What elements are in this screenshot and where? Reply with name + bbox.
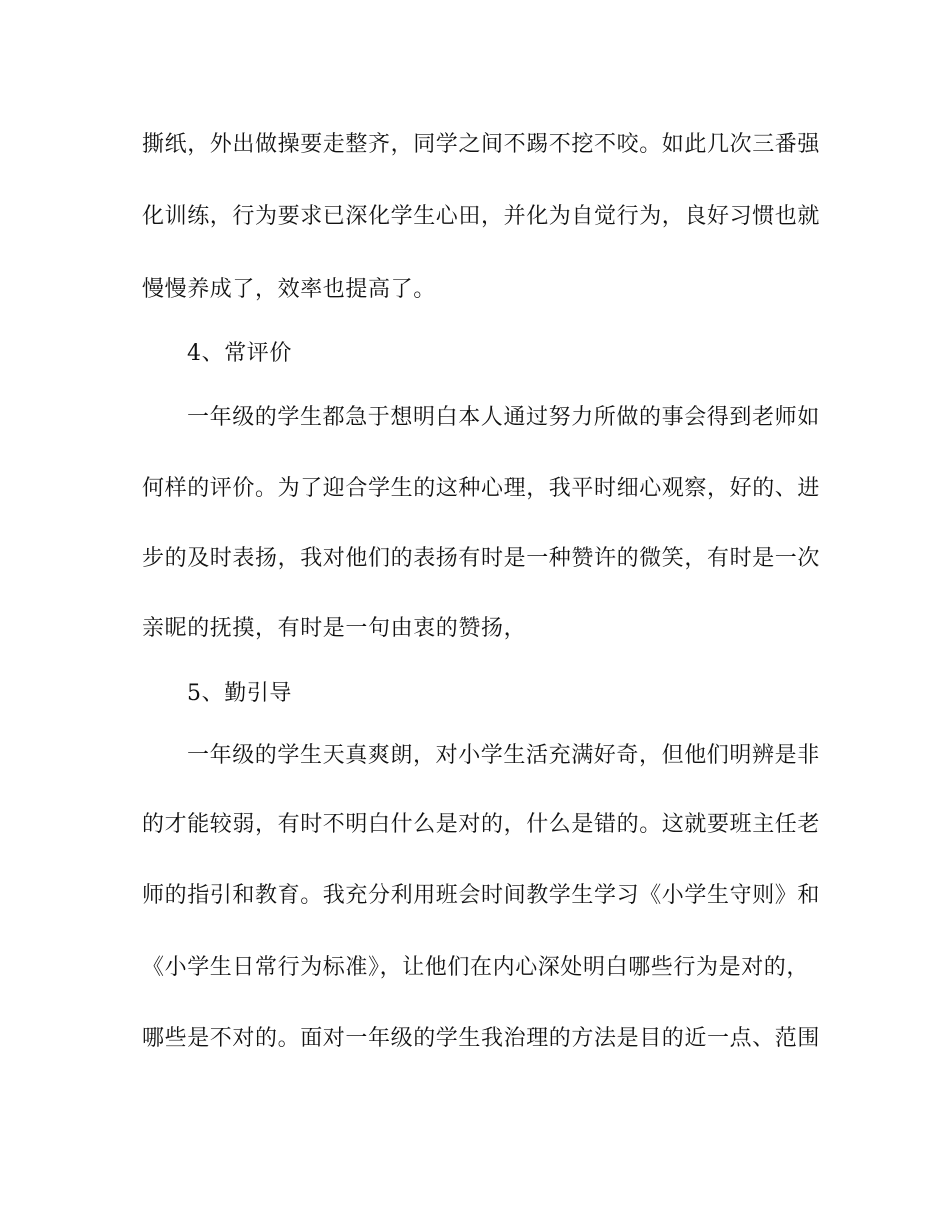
body-text-line: 一年级的学生都急于想明白本人通过努力所做的事会得到老师如 — [187, 405, 820, 430]
body-text-line: 师的指引和教育。我充分利用班会时间教学生学习《小学生守则》和 — [142, 883, 821, 908]
section-heading: 5、勤引导 — [187, 681, 292, 706]
body-text-line: 的才能较弱，有时不明白什么是对的，什么是错的。这就要班主任老 — [142, 812, 821, 837]
body-text-line: 何样的评价。为了迎合学生的这种心理，我平时细心观察，好的、进 — [142, 476, 821, 501]
section-heading: 4、常评价 — [187, 341, 292, 366]
body-text-line: 亲昵的抚摸，有时是一句由衷的赞扬， — [142, 616, 527, 641]
body-text-line: 慢慢养成了，效率也提高了。 — [142, 277, 436, 302]
body-text-line: 化训练，行为要求已深化学生心田，并化为自觉行为，良好习惯也就 — [142, 204, 821, 229]
body-text-line: 哪些是不对的。面对一年级的学生我治理的方法是目的近一点、范围 — [142, 1026, 821, 1051]
body-text-line: 步的及时表扬，我对他们的表扬有时是一种赞许的微笑，有时是一次 — [142, 546, 821, 571]
body-text-line: 一年级的学生天真爽朗，对小学生活充满好奇，但他们明辨是非 — [187, 743, 820, 768]
body-text-line: 《小学生日常行为标准》，让他们在内心深处明白哪些行为是对的， — [142, 955, 810, 980]
body-text-line: 撕纸，外出做操要走整齐，同学之间不踢不挖不咬。如此几次三番强 — [142, 132, 821, 157]
